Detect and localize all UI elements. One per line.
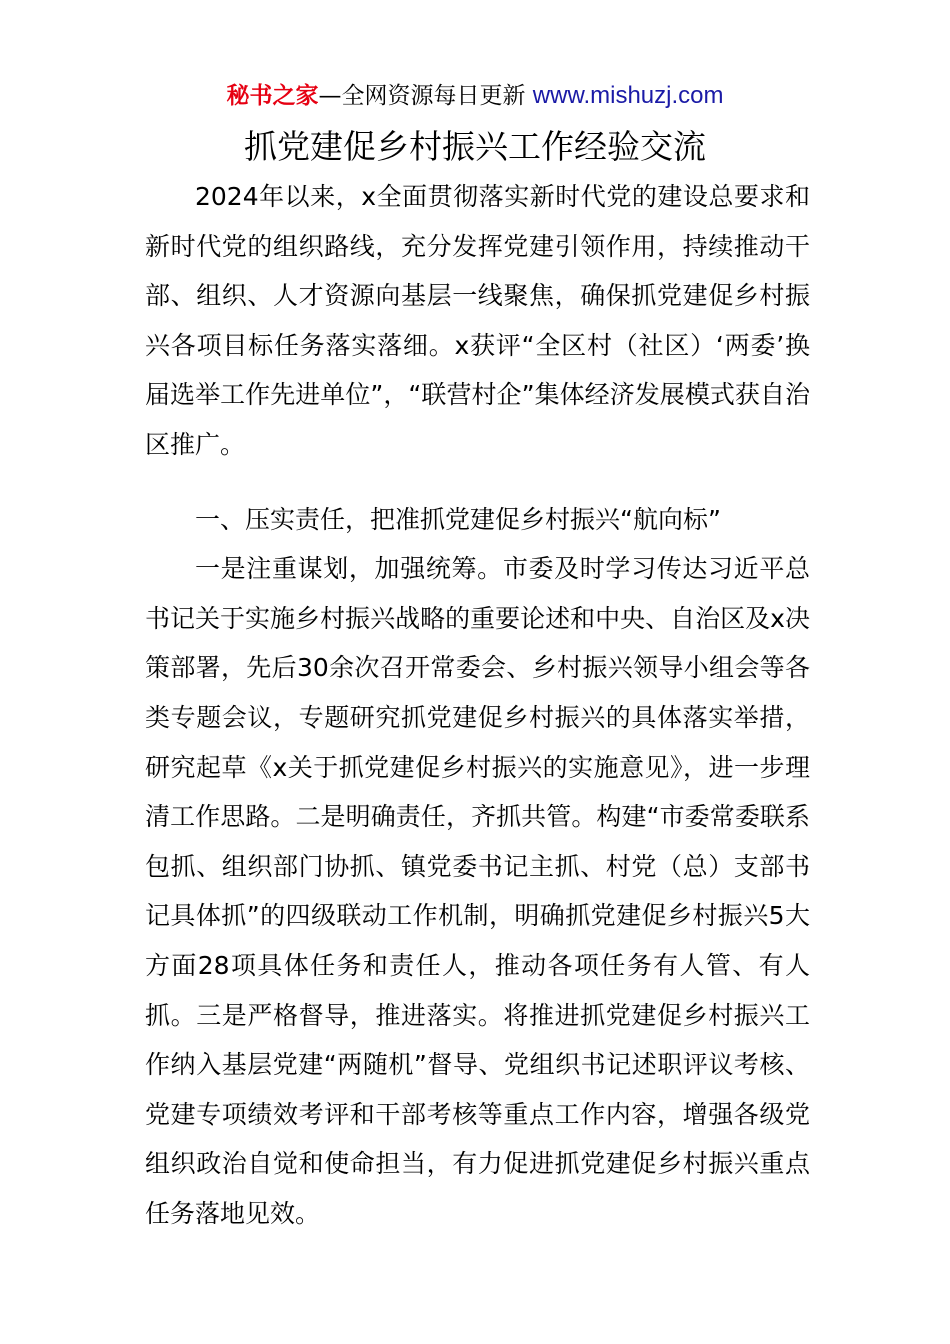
header-tagline: —全网资源每日更新 xyxy=(318,83,526,109)
document-body xyxy=(145,172,810,1238)
section-heading: 一、压实责任，把准抓党建促乡村振兴“航向标” xyxy=(195,504,721,534)
document-title: 抓党建促乡村振兴工作经验交流 xyxy=(244,127,706,166)
brand-name: 秘书之家 xyxy=(226,83,319,109)
site-header xyxy=(0,80,950,112)
site-url-link[interactable]: www.mishuzj.com xyxy=(532,82,724,109)
intro-paragraph: 2024年以来，x全面贯彻落实新时代党的建设总要求和新时代党的组织路线，充分发挥党建引领作用，持续推动干部、组织、人才资源向基层一线聚焦，确保抓党建促乡村振兴各项目标任务落实落细。x获评“全区村（社区）‘两委’换届选举工作先进单位”，“联营村企”集体经济发展模式获自治区推广。 xyxy=(145,182,810,459)
section-paragraph: 一是注重谋划，加强统筹。市委及时学习传达习近平总书记关于实施乡村振兴战略的重要论述和中央、自治区及x决策部署，先后30余次召开常委会、乡村振兴领导小组会等各类专题会议，专题研究抓党建促乡村振兴的具体落实举措，研究起草《x关于抓党建促乡村振兴的实施意见》，进一步理清工作思路。二是明确责任，齐抓共管。构建“市委常委联系包抓、组织部门协抓、镇党委书记主抓、村党（总）支部书记具体抓”的四级联动工作机制，明确抓党建促乡村振兴5大方面28项具体任务和责任人，推动各项任务有人管、有人抓。三是严格督导，推进落实。将推进抓党建促乡村振兴工作纳入基层党建“两随机”督导、党组织书记述职评议考核、党建专项绩效考评和干部考核等重点工作内容，增强各级党组织政治自觉和使命担当，有力促进抓党建促乡村振兴重点任务落地见效。 xyxy=(145,554,810,1228)
